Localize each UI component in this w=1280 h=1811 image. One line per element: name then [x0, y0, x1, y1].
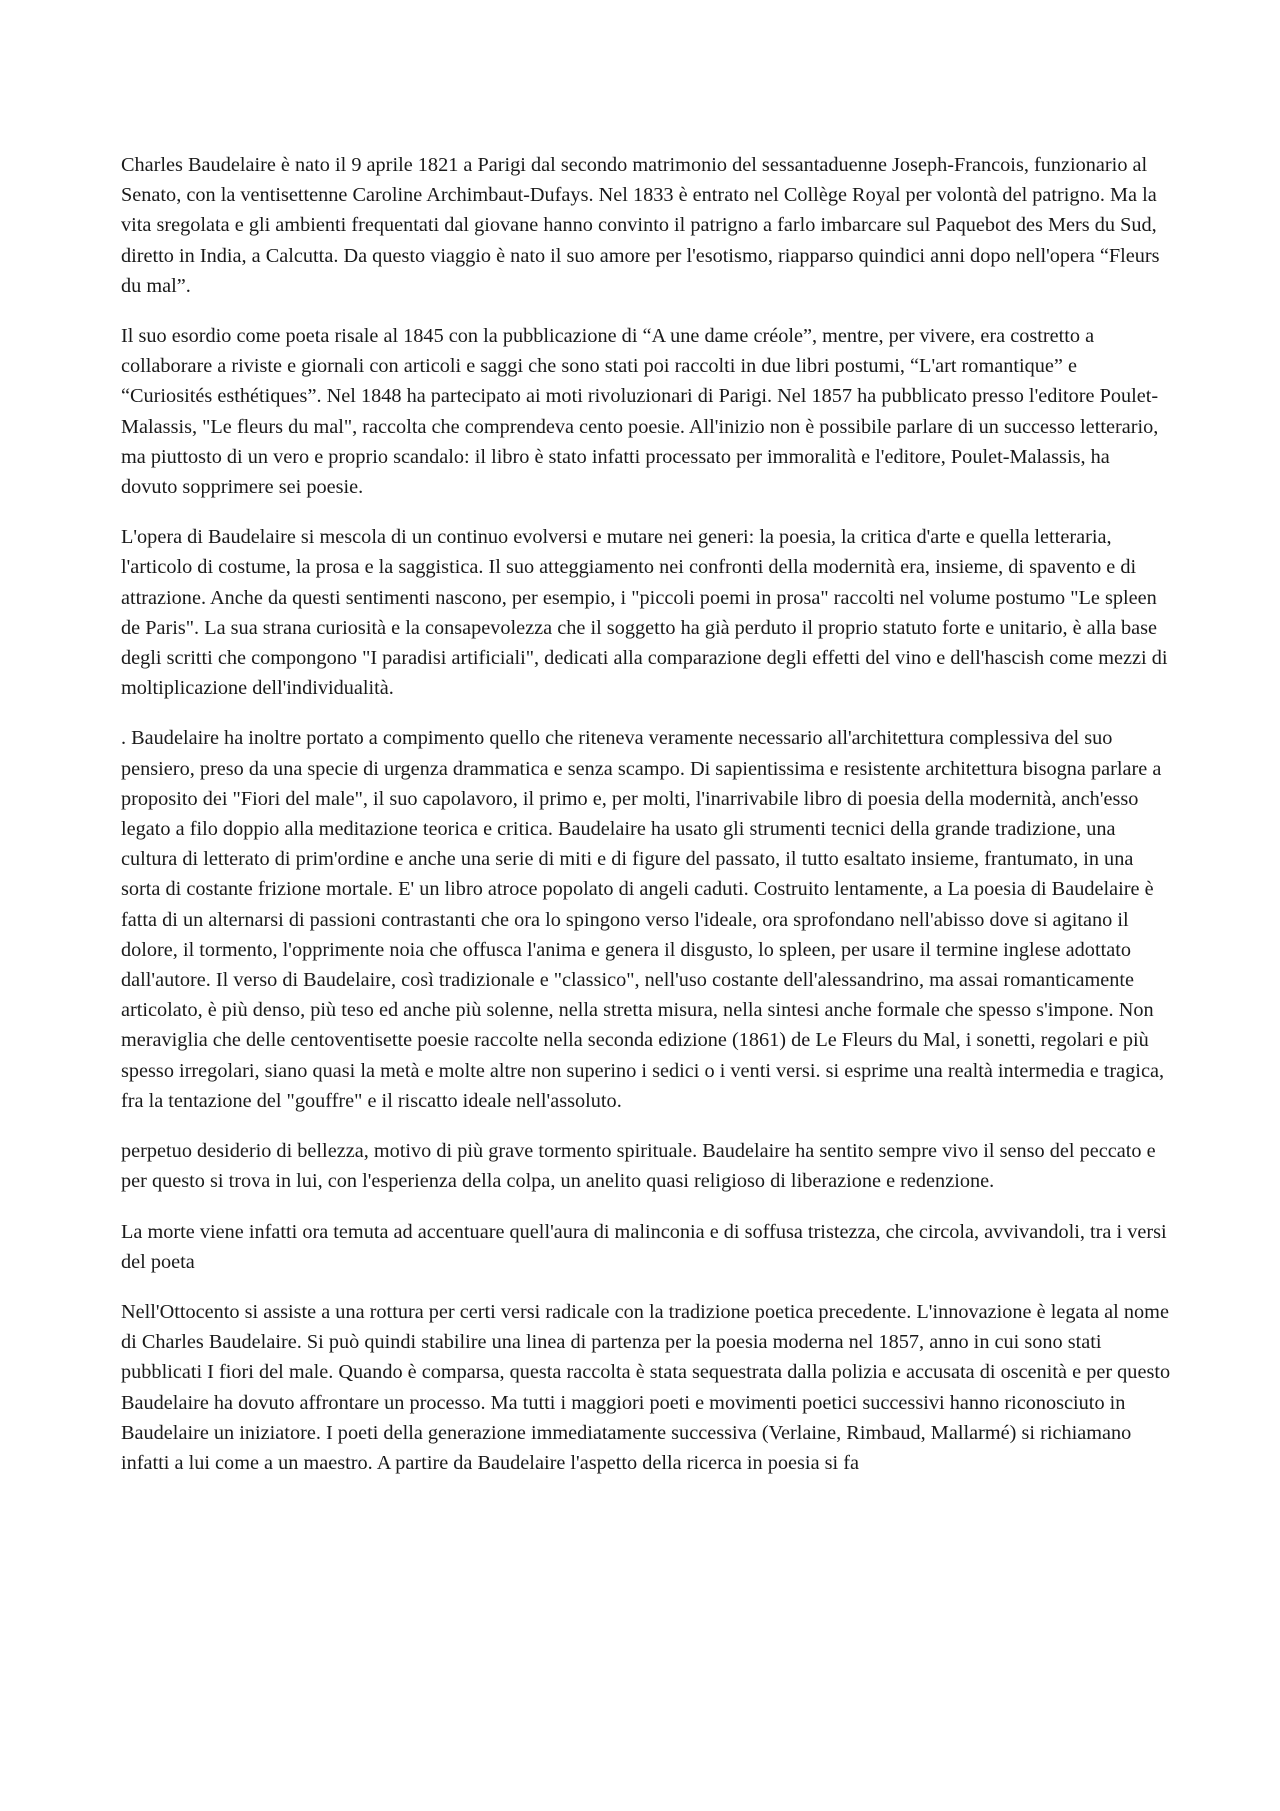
paragraph-7: Nell'Ottocento si assiste a una rottura per certi versi radicale con la tradizione poetica precedente. L'innovazione è legata al nome di Charles Baudelaire. Si può quindi stabilire una linea di partenza per la poesia moderna nel 1857, anno in cui sono stati pubblicati I fiori del male. Quando è comparsa, questa raccolta è stata sequestrata dalla polizia e accusata di oscenità e per questo Baudelaire ha dovuto affrontare un processo. Ma tutti i maggiori poeti e movimenti poetici successivi hanno riconosciuto in Baudelaire un iniziatore. I poeti della generazione immediatamente successiva (Verlaine, Rimbaud, Mallarmé) si richiamano infatti a lui come a un maestro. A partire da Baudelaire l'aspetto della ricerca in poesia si fa — [121, 1300, 1171, 1474]
paragraph-6: La morte viene infatti ora temuta ad accentuare quell'aura di malinconia e di soffusa tristezza, che circola, avvivandoli, tra i versi del poeta — [121, 1220, 1167, 1273]
document-body — [121, 150, 1171, 1498]
paragraph-2: Il suo esordio come poeta risale al 1845 con la pubblicazione di “A une dame créole”, mentre, per vivere, era costretto a collaborare a riviste e giornali con articoli e saggi che sono stati poi raccolti in due libri postumi, “L'art romantique” e “Curiosités esthétiques”. Nel 1848 ha partecipato ai moti rivoluzionari di Parigi. Nel 1857 ha pubblicato presso l'editore Poulet-Malassis, "Le fleurs du mal", raccolta che comprendeva cento poesie. All'inizio non è possibile parlare di un successo letterario, ma piuttosto di un vero e proprio scandalo: il libro è stato infatti processato per immoralità e l'editore, Poulet-Malassis, ha dovuto sopprimere sei poesie. — [121, 325, 1159, 499]
paragraph-3: L'opera di Baudelaire si mescola di un continuo evolversi e mutare nei generi: la poesia, la critica d'arte e quella letteraria, l'articolo di costume, la prosa e la saggistica. Il suo atteggiamento nei confronti della modernità era, insieme, di spavento e di attrazione. Anche da questi sentimenti nascono, per esempio, i "piccoli poemi in prosa" raccolti nel volume postumo "Le spleen de Paris". La sua strana curiosità e la consapevolezza che il soggetto ha già perduto il proprio statuto forte e unitario, è alla base degli scritti che compongono "I paradisi artificiali", dedicati alla comparazione degli effetti del vino e dell'hascish come mezzi di moltiplicazione dell'individualità. — [121, 526, 1168, 700]
paragraph-5: perpetuo desiderio di bellezza, motivo di più grave tormento spirituale. Baudelaire ha sentito sempre vivo il senso del peccato e per questo si trova in lui, con l'esperienza della colpa, un anelito quasi religioso di liberazione e redenzione. — [121, 1140, 1156, 1193]
paragraph-1: Charles Baudelaire è nato il 9 aprile 1821 a Parigi dal secondo matrimonio del sessantaduenne Joseph-Francois, funzionario al Senato, con la ventisettenne Caroline Archimbaut-Dufays. Nel 1833 è entrato nel Collège Royal per volontà del patrigno. Ma la vita sregolata e gli ambienti frequentati dal giovane hanno convinto il patrigno a farlo imbarcare sul Paquebot des Mers du Sud, diretto in India, a Calcutta. Da questo viaggio è nato il suo amore per l'esotismo, riapparso quindici anni dopo nell'opera “Fleurs du mal”. — [121, 154, 1160, 297]
paragraph-4: . Baudelaire ha inoltre portato a compimento quello che riteneva veramente necessario all'architettura complessiva del suo pensiero, preso da una specie di urgenza drammatica e senza scampo. Di sapientissima e resistente architettura bisogna parlare a proposito dei "Fiori del male", il suo capolavoro, il primo e, per molti, l'inarrivabile libro di poesia della modernità, anch'esso legato a filo doppio alla meditazione teorica e critica. Baudelaire ha usato gli strumenti tecnici della grande tradizione, una cultura di letterato di prim'ordine e anche una serie di miti e di figure del passato, il tutto esaltato insieme, frantumato, in una sorta di costante frizione mortale. E' un libro atroce popolato di angeli caduti. Costruito lentamente, a La poesia di Baudelaire è fatta di un alternarsi di passioni contrastanti che ora lo spingono verso l'ideale, ora sprofondano nell'abisso dove si agitano il dolore, il tormento, l'opprimente noia che offusca l'anima e genera il disgusto, lo spleen, per usare il termine inglese adottato dall'autore. Il verso di Baudelaire, così tradizionale e "classico", nell'uso costante dell'alessandrino, ma assai romanticamente articolato, è più denso, più teso ed anche più solenne, nella stretta misura, nella sintesi anche formale che spesso s'impone. Non meraviglia che delle centoventisette poesie raccolte nella seconda edizione (1861) de Le Fleurs du Mal, i sonetti, regolari e più spesso irregolari, siano quasi la metà e molte altre non superino i sedici o i venti versi. si esprime una realtà intermedia e tragica, fra la tentazione del "gouffre" e il riscatto ideale nell'assoluto. — [121, 727, 1165, 1112]
